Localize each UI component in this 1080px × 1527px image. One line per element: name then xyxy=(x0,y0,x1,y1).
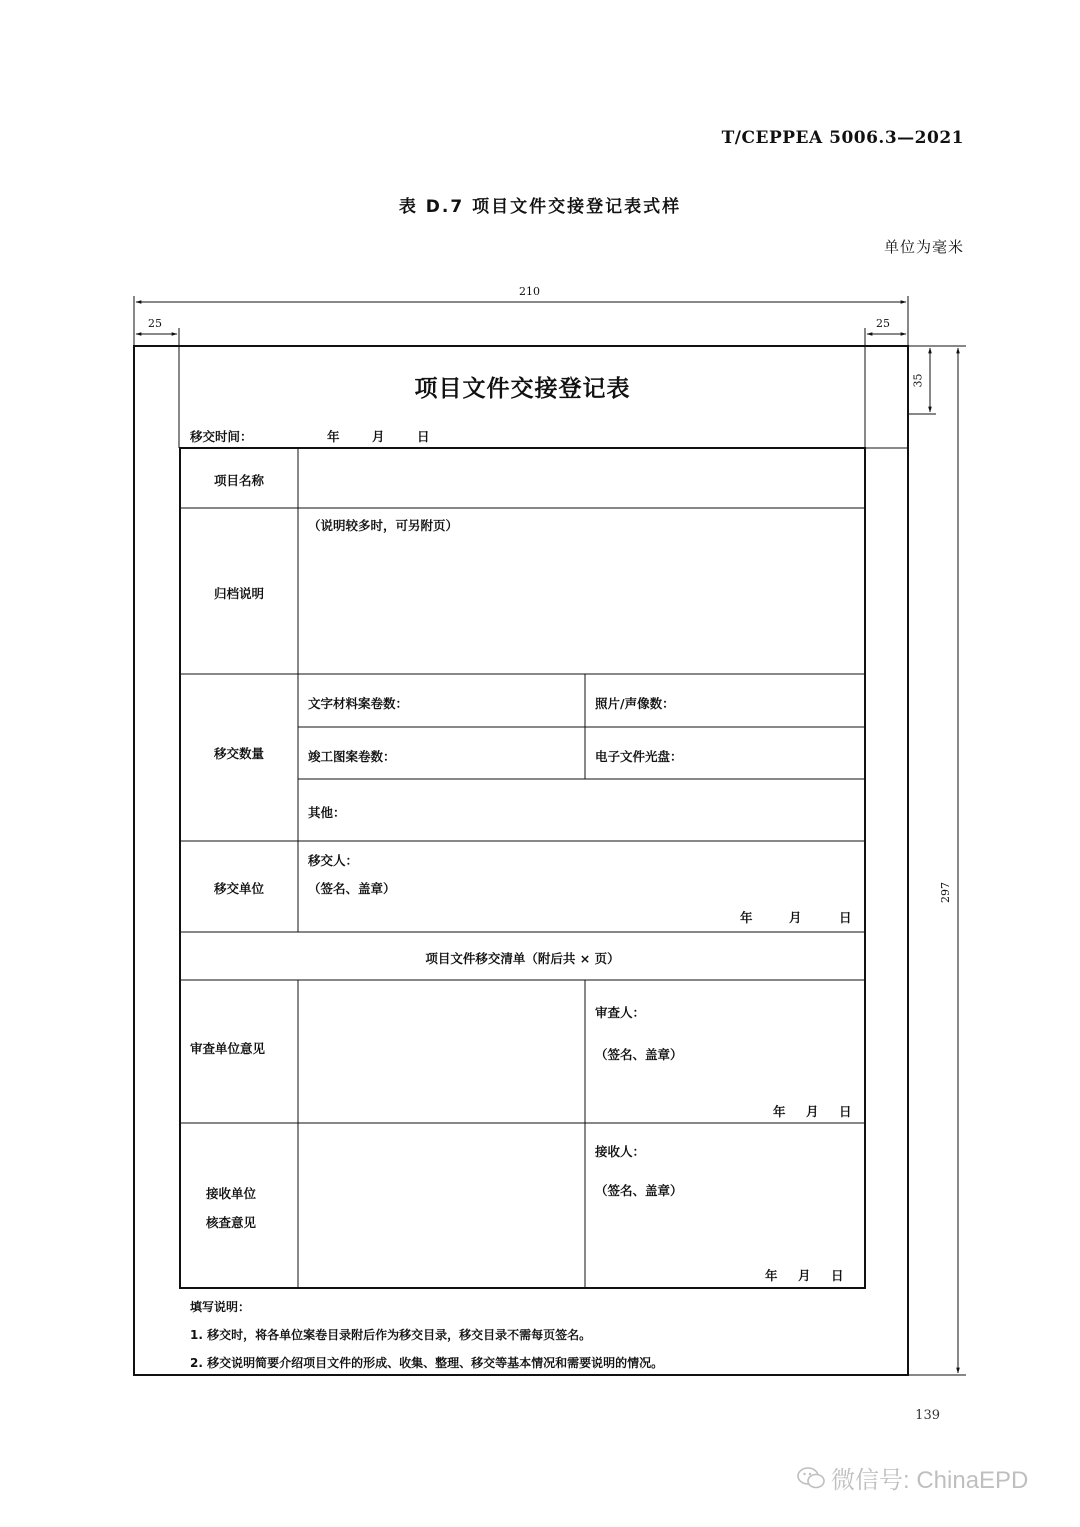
watermark xyxy=(797,1460,1028,1495)
transferor-sign-seal: （签名、盖章） xyxy=(308,881,396,896)
label-project-name: 项目名称 xyxy=(213,473,264,488)
label-text-volumes[interactable]: 文字材料案卷数： xyxy=(308,696,409,711)
note-item-2: 2. 移交说明简要介绍项目文件的形成、收集、整理、移交等基本情况和需要说明的情况。 xyxy=(190,1356,664,1370)
label-reviewer[interactable]: 审查人： xyxy=(595,1005,646,1020)
reviewer-sign-seal: （签名、盖章） xyxy=(595,1047,683,1062)
form-title: 项目文件交接登记表 xyxy=(414,376,631,402)
transfer-year: 年 xyxy=(327,429,340,444)
notes-title: 填写说明： xyxy=(190,1300,251,1314)
label-transfer-qty: 移交数量 xyxy=(213,746,264,761)
transferor-day: 日 xyxy=(839,910,852,925)
wechat-icon xyxy=(797,1466,825,1490)
label-e-disc[interactable]: 电子文件光盘： xyxy=(595,749,683,764)
archive-desc-hint: （说明较多时，可另附页） xyxy=(308,518,459,533)
label-receiver[interactable]: 接收人： xyxy=(595,1144,646,1159)
note-item-1: 1. 移交时，将各单位案卷目录附后作为移交目录，移交目录不需每页签名。 xyxy=(190,1328,592,1342)
label-receive-unit-line1: 接收单位 xyxy=(206,1186,257,1201)
transfer-month: 月 xyxy=(372,429,385,444)
receiver-day: 日 xyxy=(831,1268,844,1283)
page-number: 139 xyxy=(915,1408,940,1423)
watermark-text: 微信号: ChinaEPD xyxy=(831,1467,1029,1494)
label-other[interactable]: 其他： xyxy=(308,805,346,820)
standard-number: T/CEPPEA 5006.3—2021 xyxy=(721,128,964,148)
field-project-name[interactable] xyxy=(300,450,863,506)
receiver-year: 年 xyxy=(765,1268,778,1283)
receiver-sign-seal: （签名、盖章） xyxy=(595,1183,683,1198)
transferor-month: 月 xyxy=(789,910,802,925)
label-receive-unit-line2: 核查意见 xyxy=(206,1215,257,1230)
field-archive-desc[interactable] xyxy=(300,540,863,672)
label-review-opinion: 审查单位意见 xyxy=(190,1041,266,1056)
dim-label-width: 210 xyxy=(519,285,540,298)
transfer-day: 日 xyxy=(417,429,430,444)
transfer-time-label: 移交时间： xyxy=(190,429,253,444)
dim-label-height: 297 xyxy=(939,882,952,903)
label-transfer-list: 项目文件移交清单（附后共 × 页） xyxy=(425,951,620,966)
reviewer-month: 月 xyxy=(806,1104,819,1119)
table-caption: 表 D.7 项目文件交接登记表式样 xyxy=(398,197,682,217)
label-photo-audio[interactable]: 照片/声像数： xyxy=(595,696,675,711)
reviewer-day: 日 xyxy=(839,1104,852,1119)
dim-label-left-margin: 25 xyxy=(148,317,162,330)
label-drawing-volumes[interactable]: 竣工图案卷数： xyxy=(308,749,396,764)
receiver-month: 月 xyxy=(798,1268,811,1283)
label-transfer-unit: 移交单位 xyxy=(213,881,264,896)
unit-note: 单位为毫米 xyxy=(883,238,964,256)
label-archive-desc: 归档说明 xyxy=(213,586,264,601)
field-review-opinion[interactable] xyxy=(300,982,583,1121)
field-receive-opinion[interactable] xyxy=(300,1125,583,1286)
transferor-year: 年 xyxy=(740,910,753,925)
dim-label-right-margin: 25 xyxy=(876,317,890,330)
reviewer-year: 年 xyxy=(773,1104,786,1119)
label-transferor[interactable]: 移交人： xyxy=(308,853,359,868)
dim-label-top-margin: 35 xyxy=(911,373,925,388)
